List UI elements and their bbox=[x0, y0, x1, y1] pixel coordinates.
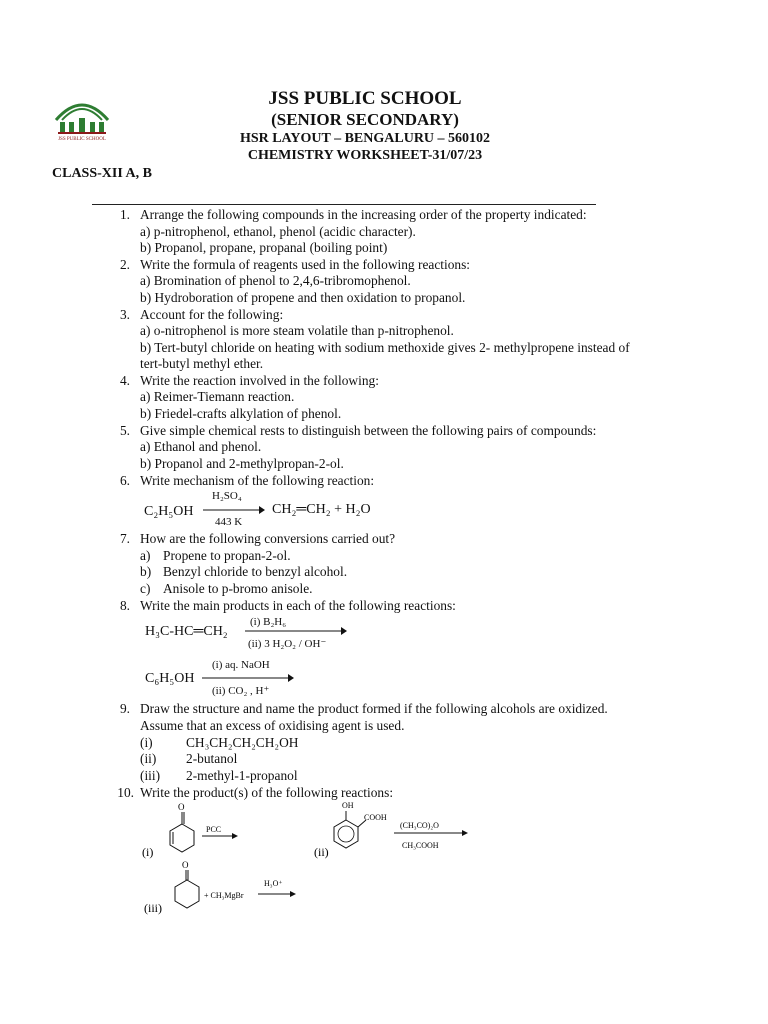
question-part-label: b) bbox=[140, 564, 152, 579]
reaction-iii-structure bbox=[140, 858, 310, 920]
question-part-label: c) bbox=[140, 581, 151, 596]
question-part-ii: 2-butanol bbox=[186, 751, 238, 766]
question-part-b: b) Friedel-crafts alkylation of phenol. bbox=[140, 406, 342, 421]
question-number: 9. bbox=[119, 701, 130, 716]
question-number: 6. bbox=[119, 473, 130, 488]
reagent-grignard: + CH₃MgBr bbox=[204, 891, 244, 900]
question-part-i: CH₃CH₂CH₂CH₂OH bbox=[186, 735, 299, 750]
question-text: Give simple chemical rests to distinguish between the following pairs of compounds: bbox=[140, 423, 597, 438]
reaction-reactant: C₂H₅OH bbox=[144, 504, 194, 519]
question-text: Draw the structure and name the product formed if the following alcohols are oxidized. bbox=[140, 701, 608, 716]
question-part-label: a) bbox=[140, 548, 151, 563]
svg-text:JSS PUBLIC SCHOOL: JSS PUBLIC SCHOOL bbox=[58, 137, 106, 142]
question-number: 4. bbox=[119, 373, 130, 388]
oxygen-label: O bbox=[178, 802, 185, 812]
question-text: Write the main products in each of the following reactions: bbox=[140, 598, 456, 613]
reaction-iii-label: (iii) bbox=[144, 901, 162, 915]
reaction-2-reagent-bottom: (ii) CO₂ , H⁺ bbox=[212, 685, 270, 697]
class-label: CLASS-XII A, B bbox=[52, 166, 152, 181]
question-number: 10. bbox=[117, 785, 134, 800]
question-number: 7. bbox=[119, 531, 130, 546]
reaction-ii-label: (ii) bbox=[314, 845, 329, 859]
reaction-1-arrow bbox=[245, 626, 347, 636]
header-divider bbox=[92, 204, 596, 205]
reaction-2-reactant: C₆H₅OH bbox=[145, 671, 195, 686]
question-part-label: (i) bbox=[140, 735, 153, 750]
reagent-top: (CH₃CO)₂O bbox=[400, 821, 439, 830]
reaction-products: CH₂═CH₂ + H₂O bbox=[272, 502, 371, 517]
reaction-2-reagent-top: (i) aq. NaOH bbox=[212, 659, 270, 671]
question-text: How are the following conversions carried out? bbox=[140, 531, 396, 546]
question-part-b: Benzyl chloride to benzyl alcohol. bbox=[163, 564, 348, 579]
question-part-label: (iii) bbox=[140, 768, 161, 783]
question-part-a: a) Bromination of phenol to 2,4,6-tribromophenol. bbox=[140, 273, 411, 288]
reaction-1-reactant: H₃C-HC═CH₂ bbox=[145, 624, 228, 639]
reaction-reagent-bottom: 443 K bbox=[215, 516, 243, 528]
question-part-a: a) o-nitrophenol is more steam volatile than p-nitrophenol. bbox=[140, 323, 454, 338]
school-name: JSS PUBLIC SCHOOL bbox=[268, 88, 462, 109]
question-part-b: b) Propanol, propane, propanal (boiling point) bbox=[140, 240, 388, 255]
question-text: Write mechanism of the following reaction: bbox=[140, 473, 375, 488]
reaction-ii-structure bbox=[310, 796, 470, 862]
reaction-2-arrow bbox=[202, 673, 294, 683]
question-part-a: Propene to propan-2-ol. bbox=[163, 548, 291, 563]
reaction-reagent-top: H₂SO₄ bbox=[212, 490, 242, 502]
question-text-cont: Assume that an excess of oxidising agent is used. bbox=[140, 718, 405, 733]
question-part-b: b) Tert-butyl chloride on heating with sodium methoxide gives 2- methylpropene instead of bbox=[140, 340, 630, 355]
question-part-a: a) Ethanol and phenol. bbox=[140, 439, 262, 454]
question-part-b-cont: tert-butyl methyl ether. bbox=[140, 356, 264, 371]
question-text: Write the reaction involved in the following: bbox=[140, 373, 379, 388]
school-level: (SENIOR SECONDARY) bbox=[271, 110, 459, 129]
reaction-1-reagent-bottom: (ii) 3 H₂O₂ / OH⁻ bbox=[248, 638, 327, 650]
worksheet-title: CHEMISTRY WORKSHEET-31/07/23 bbox=[247, 148, 483, 163]
reaction-i-label: (i) bbox=[142, 845, 154, 859]
hydroxyl-label: OH bbox=[342, 801, 354, 810]
question-text: Write the product(s) of the following reactions: bbox=[140, 785, 394, 800]
question-number: 3. bbox=[119, 307, 130, 322]
question-text: Write the formula of reagents used in the following reactions: bbox=[140, 257, 471, 272]
reaction-i-structure bbox=[140, 800, 250, 862]
question-part-a: a) Reimer-Tiemann reaction. bbox=[140, 389, 295, 404]
question-part-b: b) Hydroboration of propene and then oxidation to propanol. bbox=[140, 290, 466, 305]
reagent-pcc: PCC bbox=[206, 825, 222, 834]
question-number: 1. bbox=[119, 207, 130, 222]
school-logo bbox=[52, 94, 112, 146]
reagent-bottom: CH₃COOH bbox=[402, 841, 439, 850]
carboxyl-label: COOH bbox=[364, 813, 387, 822]
question-number: 5. bbox=[119, 423, 130, 438]
question-text: Arrange the following compounds in the increasing order of the property indicated: bbox=[140, 207, 587, 222]
question-text: Account for the following: bbox=[140, 307, 284, 322]
question-part-label: (ii) bbox=[140, 751, 157, 766]
reaction-arrow bbox=[203, 505, 265, 515]
school-address: HSR LAYOUT – BENGALURU – 560102 bbox=[239, 131, 491, 146]
question-part-iii: 2-methyl-1-propanol bbox=[186, 768, 298, 783]
reagent-hydrolysis: H₃O⁺ bbox=[264, 879, 283, 888]
question-part-b: b) Propanol and 2-methylpropan-2-ol. bbox=[140, 456, 344, 471]
question-number: 8. bbox=[119, 598, 130, 613]
question-part-c: Anisole to p-bromo anisole. bbox=[163, 581, 313, 596]
question-part-a: a) p-nitrophenol, ethanol, phenol (acidic character). bbox=[140, 224, 416, 239]
reaction-1-reagent-top: (i) B₂H₆ bbox=[250, 616, 287, 628]
question-number: 2. bbox=[119, 257, 130, 272]
oxygen-label: O bbox=[182, 860, 189, 870]
